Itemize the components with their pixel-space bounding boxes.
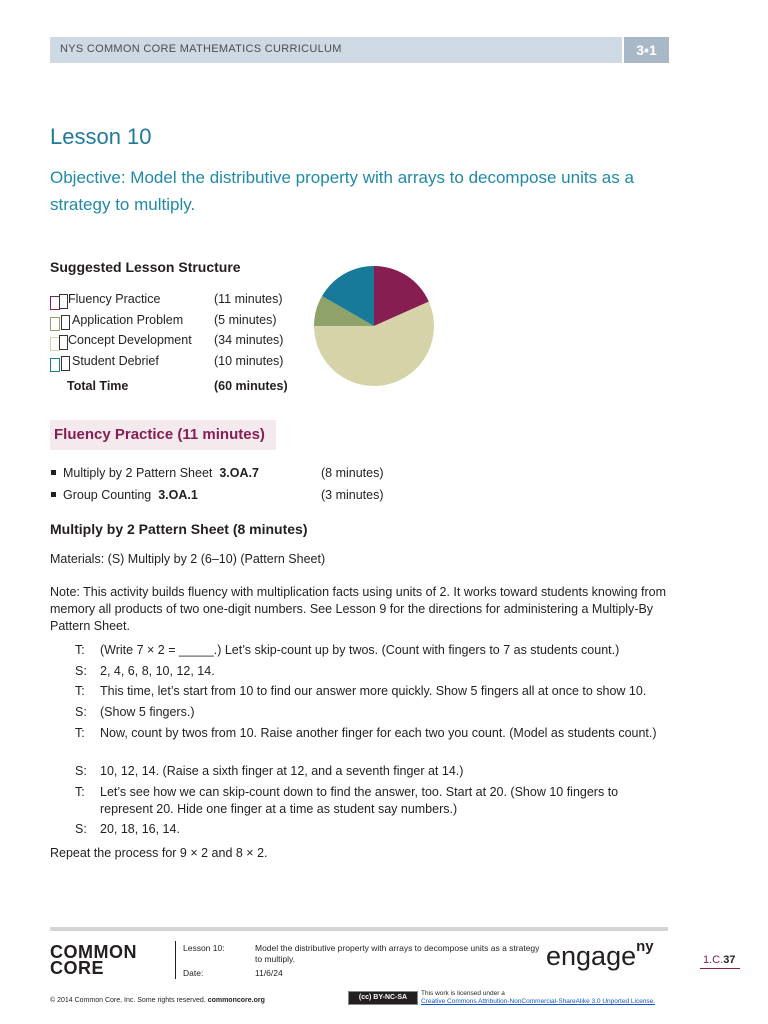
bullet-icon [51, 492, 56, 497]
dialogue-text: (Write 7 × 2 = _____.) Let’s skip-count up by twos. (Count with fingers to 7 as students count.) [100, 643, 620, 657]
page-prefix: 1.C. [703, 954, 724, 966]
copyright [50, 997, 265, 1004]
structure-row-minutes: (5 minutes) [214, 313, 277, 327]
structure-title: Suggested Lesson Structure [50, 259, 241, 275]
dialogue-speaker: T: [75, 684, 85, 698]
dialogue-line [75, 683, 675, 700]
dialogue-line [75, 725, 675, 759]
section-title: Multiply by 2 Pattern Sheet (8 minutes) [50, 521, 308, 537]
structure-row-label: Student Debrief [72, 354, 159, 368]
fluency-item-text: Group Counting [63, 488, 152, 502]
structure-row-minutes: (11 minutes) [214, 292, 283, 306]
engageny-logo [546, 938, 654, 972]
license-link[interactable]: Creative Commons Attribution-NonCommercial-ShareAlike 3.0 Unported License. [421, 998, 656, 1005]
total-time-label: Total Time [67, 379, 129, 393]
dialogue-speaker: S: [75, 822, 87, 836]
repeat-instruction: Repeat the process for 9 × 2 and 8 × 2. [50, 846, 268, 860]
structure-row-label: Application Problem [72, 313, 184, 327]
structure-row-minutes: (10 minutes) [214, 354, 284, 368]
page-number-rule [700, 968, 740, 969]
dialogue-line [75, 821, 675, 838]
license-line-1: This work is licensed under a [421, 990, 505, 997]
dialogue-speaker: T: [75, 726, 85, 740]
dialogue-text: Now, count by twos from 10. Raise another finger for each two you count. (Model as students count.) [100, 726, 657, 740]
page-num: 37 [723, 954, 736, 966]
objective: Objective: Model the distributive property with arrays to decompose units as a strategy to multiply. [50, 168, 634, 214]
dialogue-text: 20, 18, 16, 14. [100, 822, 180, 836]
box-icon [59, 294, 68, 309]
fluency-item-minutes: (8 minutes) [321, 466, 384, 480]
structure-row [50, 333, 320, 353]
dialogue-speaker: T: [75, 785, 85, 799]
dialogue-text: Let’s see how we can skip-count down to find the answer, too. Start at 20. (Show 10 fingers to represent 20. Hide one finger at a time as student say numbers.) [100, 785, 619, 816]
dialogue-speaker: T: [75, 643, 85, 657]
structure-row-minutes: (34 minutes) [214, 333, 284, 347]
fluency-item-text: Multiply by 2 Pattern Sheet [63, 466, 213, 480]
dialogue-speaker: S: [75, 764, 87, 778]
color-key-icon [50, 317, 60, 331]
bullet-icon [51, 470, 56, 475]
cc-license-badge: (cc) BY-NC-SA [348, 991, 418, 1005]
structure-row [50, 313, 320, 333]
footer-lesson-label: Lesson 10: [183, 943, 225, 953]
footer-divider [175, 941, 176, 979]
common-core-logo [50, 944, 137, 976]
list-item [50, 488, 410, 506]
structure-row [50, 354, 320, 374]
dialogue-text: 2, 4, 6, 8, 10, 12, 14. [100, 664, 215, 678]
list-item [50, 466, 410, 484]
dialogue-speaker: S: [75, 705, 87, 719]
dialogue-text: This time, let’s start from 10 to find our answer more quickly. Show 5 fingers all at once to show 10. [100, 684, 647, 698]
fluency-item-minutes: (3 minutes) [321, 488, 384, 502]
curriculum-title: NYS COMMON CORE MATHEMATICS CURRICULUM [60, 43, 342, 55]
structure-row-label: Fluency Practice [68, 292, 161, 306]
copyright-site: commoncore.org [207, 997, 265, 1004]
dialogue-line [75, 642, 675, 659]
footer-date-label: Date: [183, 968, 204, 978]
materials: Materials: (S) Multiply by 2 (6–10) (Pattern Sheet) [50, 552, 326, 566]
structure-row [50, 292, 320, 312]
structure-row-label: Concept Development [68, 333, 192, 347]
color-key-icon [50, 358, 60, 372]
footer-lesson-desc: Model the distributive property with arrays to decompose units as a strategy to multiply. [255, 943, 540, 964]
footer-date-value: 11/6/24 [255, 968, 283, 978]
cc-badge-text: BY-NC-SA [373, 994, 408, 1001]
dialogue-text: 10, 12, 14. (Raise a sixth finger at 12, and a seventh finger at 14.) [100, 764, 464, 778]
ny-text: ny [636, 938, 654, 955]
dialogue-speaker: S: [75, 664, 87, 678]
total-time-minutes: (60 minutes) [214, 379, 288, 393]
engage-text: engage [546, 941, 637, 971]
box-icon [61, 315, 70, 330]
note: Note: This activity builds fluency with multiplication facts using units of 2. It works toward students knowing from memory all products of two one-digit numbers. See Lesson 9 for the directions for administering a Multiply-By Pattern Sheet. [50, 585, 667, 633]
box-icon [61, 356, 70, 371]
fluency-heading: Fluency Practice (11 minutes) [54, 426, 265, 443]
copyright-text: © 2014 Common Core, Inc. Some rights reserved. [50, 997, 206, 1004]
dialogue-line [75, 763, 675, 780]
logo-line-1: COMMON [50, 942, 137, 962]
logo-line-2: CORE [50, 958, 105, 978]
lesson-structure-pie [312, 264, 436, 388]
page-number [703, 954, 735, 966]
box-icon [59, 335, 68, 350]
dialogue-line [75, 704, 675, 721]
fluency-item-standard: 3.OA.1 [158, 488, 198, 502]
dialogue-line [75, 663, 675, 680]
footer-rule [50, 927, 668, 931]
lesson-title: Lesson 10 [50, 124, 152, 149]
dialogue-line [75, 784, 675, 818]
fluency-item-standard: 3.OA.7 [219, 466, 259, 480]
module-tag: 3•1 [624, 37, 669, 63]
dialogue-text: (Show 5 fingers.) [100, 705, 195, 719]
